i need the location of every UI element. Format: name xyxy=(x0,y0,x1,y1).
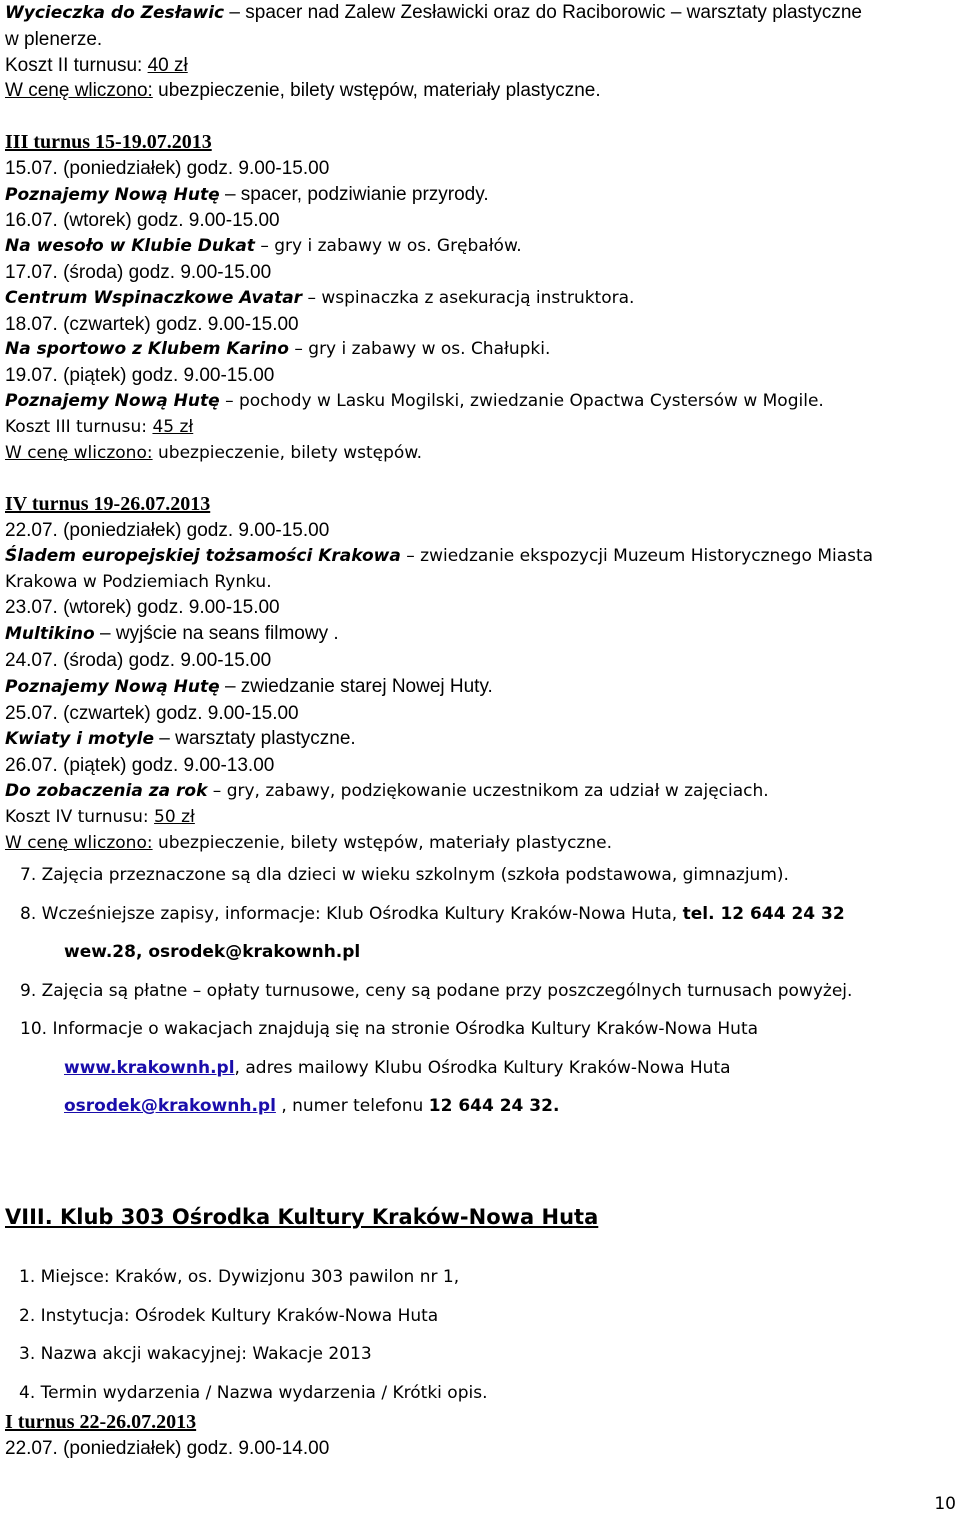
section-turn-1 xyxy=(5,1410,329,1462)
section-item-4: 4. Termin wydarzenia / Nazwa wydarzenia / Krótki opis. xyxy=(19,1383,488,1404)
page-number: 10 xyxy=(934,1494,956,1514)
note-10-cont: www.krakownh.pl, adres mailowy Klubu Ośrodka Kultury Kraków-Nowa Huta xyxy=(64,1057,731,1078)
turn4-day1-activity-cont: Krakowa w Podziemiach Rynku. xyxy=(5,571,272,592)
cost-line-4: Koszt IV turnusu: 50 zł xyxy=(5,806,195,827)
website-link[interactable]: www.krakownh.pl xyxy=(64,1057,235,1078)
cost-line-2: Koszt II turnusu: 40 zł xyxy=(5,54,188,76)
cost-value-4: 50 zł xyxy=(154,806,195,827)
section-turn-1-heading: I turnus 22-26.07.2013 xyxy=(5,1411,197,1433)
section-item-1: 1. Miejsce: Kraków, os. Dywizjonu 303 pawilon nr 1, xyxy=(19,1267,460,1287)
included-line-4: W cenę wliczono: ubezpieczenie, bilety wstępów, materiały plastyczne. xyxy=(5,832,612,853)
included-line-3: W cenę wliczono: ubezpieczenie, bilety wstępów. xyxy=(5,442,423,463)
turn3-day1-activity: Poznajemy Nową Hutę – spacer, podziwianie przyrody. xyxy=(5,183,489,205)
turn3-day3-date: 17.07. (środa) godz. 9.00-15.00 xyxy=(5,261,272,283)
turn3-day2-date: 16.07. (wtorek) godz. 9.00-15.00 xyxy=(5,210,280,232)
turn4-day3-activity: Poznajemy Nową Hutę – zwiedzanie starej Nowej Huty. xyxy=(5,675,493,697)
turn4-day2-activity: Multikino – wyjście na seans filmowy . xyxy=(5,623,339,645)
turn-3-heading: III turnus 15-19.07.2013 xyxy=(5,130,212,153)
trip-title: Wycieczka do Zesławic xyxy=(5,3,225,23)
turn4-day2-date: 23.07. (wtorek) godz. 9.00-15.00 xyxy=(5,597,280,619)
turn-4-heading: IV turnus 19-26.07.2013 xyxy=(5,493,211,516)
note-9: 9. Zajęcia są płatne – opłaty turnusowe, ceny są podane przy poszczególnych turnusach powyżej. xyxy=(20,980,853,1001)
cost-value-3: 45 zł xyxy=(152,416,194,437)
note-8-cont: wew.28, osrodek@krakownh.pl xyxy=(64,942,361,962)
turn4-day5-date: 26.07. (piątek) godz. 9.00-13.00 xyxy=(5,755,275,777)
note-10: 10. Informacje o wakacjach znajdują się na stronie Ośrodka Kultury Kraków-Nowa Huta xyxy=(20,1019,759,1039)
turn3-day5-activity: Poznajemy Nową Hutę – pochody w Lasku Mogilski, zwiedzanie Opactwa Cystersów w Mogile. xyxy=(5,390,824,411)
note-8: 8. Wcześniejsze zapisy, informacje: Klub Ośrodka Kultury Kraków-Nowa Huta, tel. 12 644 24 32 xyxy=(20,903,845,924)
included-line-2: W cenę wliczono: ubezpieczenie, bilety wstępów, materiały plastyczne. xyxy=(5,80,601,102)
note-7: 7. Zajęcia przeznaczone są dla dzieci w wieku szkolnym (szkoła podstawowa, gimnazjum). xyxy=(20,865,789,885)
trip-line-2: w plenerze. xyxy=(5,28,103,50)
turn4-day5-activity: Do zobaczenia za rok – gry, zabawy, podziękowanie uczestnikom za udział w zajęciach. xyxy=(5,780,769,801)
turn3-day5-date: 19.07. (piątek) godz. 9.00-15.00 xyxy=(5,365,275,387)
turn3-day3-activity: Centrum Wspinaczkowe Avatar – wspinaczka z asekuracją instruktora. xyxy=(5,287,635,308)
turn3-day1-date: 15.07. (poniedziałek) godz. 9.00-15.00 xyxy=(5,157,330,179)
turn4-day3-date: 24.07. (środa) godz. 9.00-15.00 xyxy=(5,649,272,671)
cost-line-3: Koszt III turnusu: 45 zł xyxy=(5,416,194,437)
section-item-2: 2. Instytucja: Ośrodek Kultury Kraków-Nowa Huta xyxy=(19,1305,439,1326)
trip-desc: – spacer nad Zalew Zesławicki oraz do Raciborowic – warsztaty plastyczne xyxy=(224,2,862,23)
turn3-day4-activity: Na sportowo z Klubem Karino – gry i zabawy w os. Chałupki. xyxy=(5,339,551,360)
section-list xyxy=(19,1258,487,1413)
email-link[interactable]: osrodek@krakownh.pl xyxy=(64,1096,276,1116)
turn3-day4-date: 18.07. (czwartek) godz. 9.00-15.00 xyxy=(5,313,299,335)
trip-line xyxy=(5,0,955,27)
note-10-cont-2: osrodek@krakownh.pl , numer telefonu 12 644 24 32. xyxy=(64,1096,560,1116)
section-title: VIII. Klub 303 Ośrodka Kultury Kraków-Nowa Huta xyxy=(5,1205,599,1229)
section-item-3: 3. Nazwa akcji wakacyjnej: Wakacje 2013 xyxy=(19,1344,372,1365)
turn4-day1-date: 22.07. (poniedziałek) godz. 9.00-15.00 xyxy=(5,519,330,541)
turn4-day1-activity: Śladem europejskiej tożsamości Krakowa – zwiedzanie ekspozycji Muzeum Historycznego Miasta xyxy=(5,545,874,566)
document-page xyxy=(5,0,955,1116)
turn3-day2-activity: Na wesoło w Klubie Dukat – gry i zabawy w os. Grębałów. xyxy=(5,236,522,257)
notes-list xyxy=(20,856,852,1126)
turn4-day4-date: 25.07. (czwartek) godz. 9.00-15.00 xyxy=(5,702,299,724)
section-turn-1-day1: 22.07. (poniedziałek) godz. 9.00-14.00 xyxy=(5,1437,330,1459)
cost-value-2: 40 zł xyxy=(147,54,188,76)
turn4-day4-activity: Kwiaty i motyle – warsztaty plastyczne. xyxy=(5,728,356,750)
